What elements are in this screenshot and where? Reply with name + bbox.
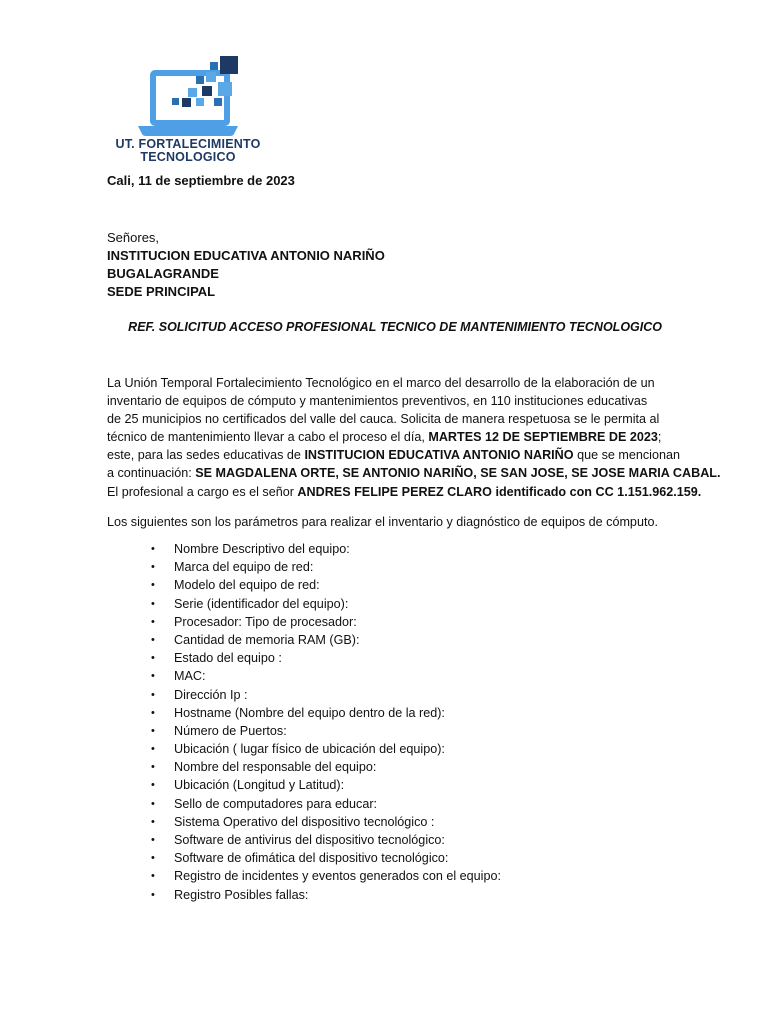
- visit-date: MARTES 12 DE SEPTIEMBRE DE 2023: [428, 430, 658, 445]
- list-item-text: Ubicación (Longitud y Latitud):: [174, 778, 345, 793]
- bullet-icon: •: [151, 888, 155, 901]
- bullet-icon: •: [151, 706, 155, 719]
- list-item-text: Nombre Descriptivo del equipo:: [174, 542, 350, 556]
- laptop-logo-icon: [138, 52, 238, 138]
- letter-date: Cali, 11 de septiembre de 2023: [107, 173, 295, 188]
- list-item-text: Serie (identificador del equipo):: [174, 596, 349, 611]
- bullet-icon: •: [151, 761, 155, 774]
- reference-line: REF. SOLICITUD ACCESO PROFESIONAL TECNICO DE MANTENIMIENTO TECNOLOGICO: [128, 320, 662, 334]
- logo-line-2: TECNOLOGICO: [140, 150, 236, 164]
- recipient-site: SEDE PRINCIPAL: [107, 284, 216, 299]
- params-list: [149, 540, 501, 904]
- bullet-icon: •: [151, 779, 155, 792]
- recipient-block: [107, 229, 385, 301]
- site-list: SE MAGDALENA ORTE, SE ANTONIO NARIÑO, SE SAN JOSE, SE JOSE MARIA CABAL.: [195, 466, 721, 481]
- list-item: [149, 576, 501, 594]
- salutation: Señores,: [107, 230, 160, 245]
- list-item-text: Marca del equipo de red:: [174, 560, 314, 575]
- bullet-icon: •: [151, 834, 155, 846]
- logo-text: [108, 138, 268, 164]
- list-item: [149, 886, 501, 904]
- list-item: [149, 795, 501, 813]
- recipient-city: BUGALAGRANDE: [107, 266, 219, 281]
- bullet-icon: •: [151, 743, 155, 756]
- list-item: [149, 722, 501, 740]
- bullet-icon: •: [151, 688, 155, 701]
- list-item: [149, 758, 501, 776]
- body-line: La Unión Temporal Fortalecimiento Tecnológico en el marco del desarrollo de la elaboración de un: [107, 376, 655, 390]
- list-item: [149, 686, 501, 704]
- list-item: [149, 740, 501, 758]
- list-item: [149, 558, 501, 576]
- list-item: [149, 704, 501, 722]
- bullet-icon: •: [151, 615, 155, 628]
- list-item-text: Número de Puertos:: [174, 723, 287, 738]
- list-item: [149, 613, 501, 631]
- list-item: [149, 631, 501, 649]
- body-line: este, para las sedes educativas de INSTITUCION EDUCATIVA ANTONIO NARIÑO que se mencionan: [107, 448, 680, 463]
- logo-line-1: UT. FORTALECIMIENTO: [115, 137, 261, 151]
- list-item-text: Procesador: Tipo de procesador:: [174, 614, 357, 629]
- list-item: [149, 831, 501, 849]
- list-item: [149, 595, 501, 613]
- list-item-text: Estado del equipo :: [174, 651, 282, 666]
- bullet-icon: •: [151, 597, 155, 610]
- list-item: [149, 540, 501, 558]
- bullet-icon: •: [151, 797, 155, 810]
- list-item-text: Registro Posibles fallas:: [174, 887, 309, 902]
- body-line: a continuación: SE MAGDALENA ORTE, SE ANTONIO NARIÑO, SE SAN JOSE, SE JOSE MARIA CABAL.: [107, 466, 721, 481]
- institution-name: INSTITUCION EDUCATIVA ANTONIO NARIÑO: [304, 448, 574, 463]
- bullet-icon: •: [151, 815, 155, 828]
- list-item-text: Cantidad de memoria RAM (GB):: [174, 632, 360, 647]
- bullet-icon: •: [151, 561, 155, 574]
- list-item-text: Nombre del responsable del equipo:: [174, 760, 377, 775]
- bullet-icon: •: [151, 670, 155, 683]
- list-item-text: Hostname (Nombre del equipo dentro de la red):: [174, 705, 445, 720]
- list-item-text: MAC:: [174, 669, 206, 684]
- recipient-name: INSTITUCION EDUCATIVA ANTONIO NARIÑO: [107, 248, 385, 263]
- list-item-text: Sistema Operativo del dispositivo tecnológico :: [174, 814, 435, 829]
- technician-name: ANDRES FELIPE PEREZ CLARO identificado con CC 1.151.962.159.: [297, 484, 702, 499]
- bullet-icon: •: [151, 579, 155, 592]
- list-item: [149, 867, 501, 885]
- body-line: técnico de mantenimiento llevar a cabo el proceso el día, MARTES 12 DE SEPTIEMBRE DE 2023;: [107, 430, 662, 445]
- list-item-text: Dirección Ip :: [174, 687, 248, 702]
- body-line: inventario de equipos de cómputo y mantenimientos preventivos, en 110 instituciones educativas: [107, 394, 648, 409]
- company-logo: [108, 52, 268, 166]
- list-item-text: Software de ofimática del dispositivo tecnológico:: [174, 851, 449, 866]
- bullet-icon: •: [151, 724, 155, 737]
- list-item-text: Modelo del equipo de red:: [174, 578, 320, 593]
- list-item-text: Sello de computadores para educar:: [174, 796, 378, 811]
- body-line: El profesional a cargo es el señor ANDRES FELIPE PEREZ CLARO identificado con CC 1.151.962.159.: [107, 484, 702, 499]
- bullet-icon: •: [151, 852, 155, 865]
- list-item-text: Ubicación ( lugar físico de ubicación del equipo):: [174, 742, 445, 757]
- body-line: de 25 municipios no certificados del valle del cauca. Solicita de manera respetuosa se le permita al: [107, 412, 660, 427]
- list-item: [149, 667, 501, 685]
- bullet-icon: •: [151, 543, 155, 555]
- list-item: [149, 813, 501, 831]
- body-paragraph: [107, 374, 721, 501]
- list-item: [149, 649, 501, 667]
- list-item: [149, 776, 501, 794]
- params-intro: Los siguientes son los parámetros para realizar el inventario y diagnóstico de equipos de cómputo.: [107, 515, 658, 529]
- bullet-icon: •: [151, 633, 155, 646]
- list-item: [149, 849, 501, 867]
- bullet-icon: •: [151, 652, 155, 665]
- bullet-icon: •: [151, 870, 155, 883]
- list-item-text: Registro de incidentes y eventos generados con el equipo:: [174, 869, 501, 884]
- list-item-text: Software de antivirus del dispositivo tecnológico:: [174, 833, 445, 847]
